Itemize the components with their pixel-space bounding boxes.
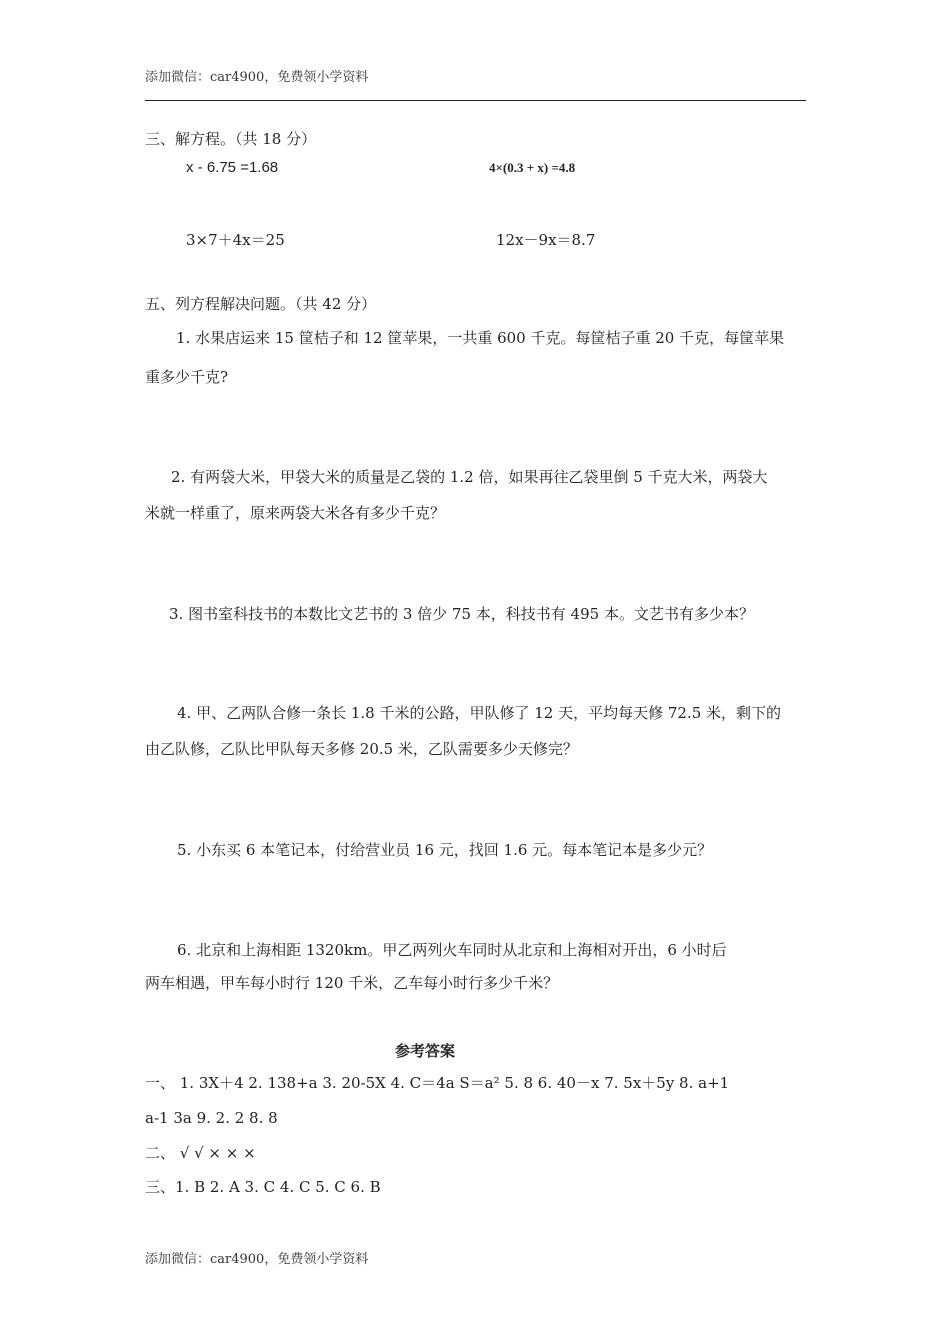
question-1-line-2: 重多少千克? [145,368,229,386]
question-1-line-1: 1. 水果店运来 15 筐桔子和 12 筐苹果，一共重 600 千克。每筐桔子重 20 千克，每筐苹果 [176,329,785,347]
section3-heading: 三、解方程。（共 18 分） [145,130,317,148]
page-header: 添加微信：car4900，免费领小学资料 [145,70,369,85]
answers-row-4: 三、1. B 2. A 3. C 4. C 5. C 6. B [145,1178,381,1196]
equation-1: x - 6.75 =1.68 [186,159,279,176]
question-3-line-1: 3. 图书室科技书的本数比文艺书的 3 倍少 75 本，科技书有 495 本。文艺书有多少本？ [169,605,754,623]
answers-title: 参考答案 [395,1042,456,1060]
question-6-line-1: 6. 北京和上海相距 1320km。甲乙两列火车同时从北京和上海相对开出，6 小时后 [177,941,727,959]
question-4-line-2: 由乙队修，乙队比甲队每天多修 20.5 米，乙队需要多少天修完？ [145,740,578,758]
question-2-line-1: 2. 有两袋大米，甲袋大米的质量是乙袋的 1.2 倍，如果再往乙袋里倒 5 千克大米，两袋大 [171,468,768,486]
section5-heading: 五、列方程解决问题。（共 42 分） [145,295,377,313]
equation-3: 3×7＋4x＝25 [186,231,285,249]
question-4-line-1: 4. 甲、乙两队合修一条长 1.8 千米的公路，甲队修了 12 天，平均每天修 72.5 米，剩下的 [177,704,782,722]
question-2-line-2: 米就一样重了，原来两袋大米各有多少千克？ [145,504,446,522]
header-divider [145,100,806,101]
answers-row-2: a-1 3a 9. 2. 2 8. 8 [145,1109,278,1127]
answers-row-3: 二、 √ √ × × × [145,1144,256,1162]
equation-2: 4×(0.3 + x) =4.8 [489,160,576,175]
answers-row-1: 一、 1. 3X＋4 2. 138+a 3. 20-5X 4. C＝4a S＝a² 5. 8 6. 40－x 7. 5x＋5y 8. a+1 [145,1074,730,1092]
question-5-line-1: 5. 小东买 6 本笔记本，付给营业员 16 元，找回 1.6 元。每本笔记本是多少元？ [177,841,713,859]
question-6-line-2: 两车相遇，甲车每小时行 120 千米，乙车每小时行多少千米？ [145,974,559,992]
equation-4: 12x－9x＝8.7 [496,231,596,249]
page-footer: 添加微信：car4900，免费领小学资料 [145,1252,369,1267]
